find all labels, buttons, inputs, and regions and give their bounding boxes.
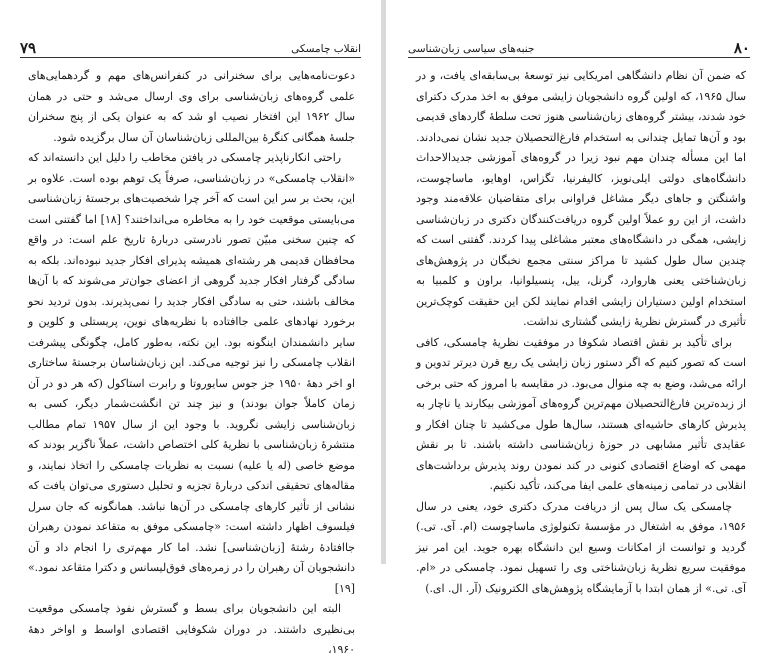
paragraph: که ضمن آن نظام دانشگاهی امریکایی نیز توسعهٔ بی‌سابقه‌ای یافت، و در سال ۱۹۶۵، که اولین گروه دانشجویان زایشی موفق به اخذ مدرک دکترای خود شدند، بیشتر گروه‌های زبان‌شناسی هنوز تحت سلطهٔ گاردهای قدیمی بود و آن‌ها تمایل چندانی به استخدام فارغ‌التحصیلان جدید نشان نمی‌دادند. اما این مسأله چندان مهم نبود زیرا در گروه‌های آموزشی جدیدالاحداث دانشگاه‌های دولتی ایلی‌نویز، کالیفرنیا، تگزاس، اوهایو، ماساچوست، واشنگتن و جاهای دیگر مشاغل فراوانی برای متقاضیان علاقه‌مند وجود داشت، از این رو عملاً اولین گروه دریافت‌کنندگان دکتری در زبان‌شناسی زایشی، همگی در دانشگاه‌های معتبر مشاغلی پیدا کردند. گفتنی است که چندین سال طول کشید تا مراکز سنتی مجمع نخبگان در پژوهش‌های زبان‌شناختی یعنی هاروارد، گرنل، ییل، پنسیلوانیا، براون و کلمبیا به استخدام اولین دستیاران زایشی اقدام نمایند لکن این حقیقت کوچک‌ترین تأثیری در گسترش نظریهٔ زایشی گشتاری نداشت. (416, 69, 746, 328)
paragraph: دعوت‌نامه‌هایی برای سخنرانی در کنفرانس‌های مهم و گردهمایی‌های علمی گروه‌های زبان‌شناسی برای وی ارسال می‌شد و حتی در همان سال ۱۹۶۲ این افتخار نصیب او شد که به عنوان یکی از پنج سخنران جلسهٔ همگانی کنگرهٔ بین‌المللی زبان‌شناسان آن سال برگزیده شود. (28, 69, 355, 144)
paragraph: راحتی انکارناپذیر چامسکی در یافتن مخاطب را دلیل این دانسته‌اند که «انقلاب چامسکی» در زبان‌شناسی، صرفاً یک توهم بوده است. علاوه بر این، بحث بر سر این است که آخر چرا شخصیت‌های برجستهٔ زبان‌شناسی می‌بایستی موقعیت خود را به مخاطره می‌انداختند؟ [۱۸] اما گفتنی است که چنین سخنی مبیّن تصور نادرستی دربارهٔ تاریخ علم است: در واقع محافظان قدیمی هر رشته‌ای همیشه پذیرای افکار جدید نبوده‌اند. بلکه به سادگی گرفتار افکار جدید گروهی از اعضای جوان‌تر می‌شوند که با آن‌ها مخالف باشند، حتی به سادگی افکار جدید را نمی‌پذیرند. بدون تردید نحو برخورد نهادهای علمی جاافتاده با نظریه‌های نوین، پریستلی و کلوین و سایر دانشمندان اینگونه بود. این نکته، به‌طور کامل، چگونگی پیشرفت انقلاب چامسکی را نیز توجیه می‌کند. این زبان‌شناسان برجستهٔ ساختاری او اخر دههٔ ۱۹۵۰ جز جوس سایوروتا و رابرت استاکول (که هر دو در آن زمان کاملاً جوان بودند) و نیز چند تن انگشت‌شمار دیگر، کسی به زبان‌شناسی زایشی نگروید. با وجود این از سال ۱۹۵۷ تمام مطالب منتشرهٔ زبان‌شناسی با نظریهٔ کلی اختصاص داشت، عملاً ناگزیر بودند که موضع خاصی (له یا علیه) نسبت به نظریات چامسکی را اتخاذ نمایند، و مقاله‌های تحقیقی اندکی دربارهٔ تجزیه و تحلیل دستوری می‌توان یافت که نشانی از تأثیر کارهای چامسکی در آن‌ها نباشد. همانگونه که جان سرل فیلسوف اظهار داشته است: «چامسکی موفق به متقاعد نمودن رهبران جاافتادهٔ رشتهٔ [زبان‌شناسی] نشد. اما کار مهم‌تری را انجام داد و آن دانشجویان آن رهبران را در زمره‌های فوق‌لیسانس و دکترا متقاعد نمود.» [۱۹] (28, 151, 355, 595)
right-page (386, 0, 768, 595)
left-running-title: انقلاب چامسکی (291, 43, 361, 55)
paragraph: چامسکی یک سال پس از دریافت مدرک دکتری خود، یعنی در سال ۱۹۵۶، موفق به اشتغال در مؤسسهٔ تکنولوژی ماساچوست (ام. آی. تی.) گردید و توانست از امکانات وسیع این دانشگاه بهره جوید. این امر نیز موفقیت سریع نظریهٔ زبان‌شناختی وی را تسهیل نمود. چامسکی در «ام. آی. تی.» از همان ابتدا با آزمایشگاه پژوهش‌های الکترونیک (آر. ال. ای.) (416, 499, 746, 595)
right-page-number: ۸۰ (733, 39, 750, 57)
paragraph: برای تأکید بر نقش اقتصاد شکوفا در موفقیت نظریهٔ چامسکی، کافی است که تصور کنیم که اگر دستور زبان زایشی یک ربع قرن دیرتر تدوین و ارائه می‌شد، وضع به چه منوال می‌بود. در مقایسه با امروز که حتی برخی از زبده‌ترین فارغ‌التحصیلان مهم‌ترین گروه‌های آموزشی بیکارند یا ناچار به پذیرش کارهای حاشیه‌ای هستند، سال‌ها طول می‌کشید تا چنان افکار و عقایدی تأثیر مشابهی در حوزهٔ زبان‌شناسی داشته باشند. تا بر نقش مهمی که اوضاع اقتصادی کنونی در کند نمودن روند پذیرش برداشت‌های انقلابی در تمامی زمینه‌های علمی ایفا می‌کند، تأکید نکنیم. (416, 335, 746, 492)
left-page-body (28, 66, 355, 656)
right-running-title: جنبه‌های سیاسی زبان‌شناسی (408, 43, 535, 55)
left-page-header (20, 34, 361, 56)
left-page-number: ۷۹ (20, 39, 37, 57)
left-page (0, 0, 381, 656)
paragraph: البته این دانشجویان برای بسط و گسترش نفوذ چامسکی موقعیت بی‌نظیری داشتند. در دوران شکوفایی اقتصادی اواسط و اواخر دههٔ ۱۹۶۰، (28, 602, 355, 656)
right-page-header (408, 34, 750, 56)
right-page-body (416, 66, 746, 595)
left-header-rule (20, 57, 361, 58)
right-header-rule (408, 57, 750, 58)
